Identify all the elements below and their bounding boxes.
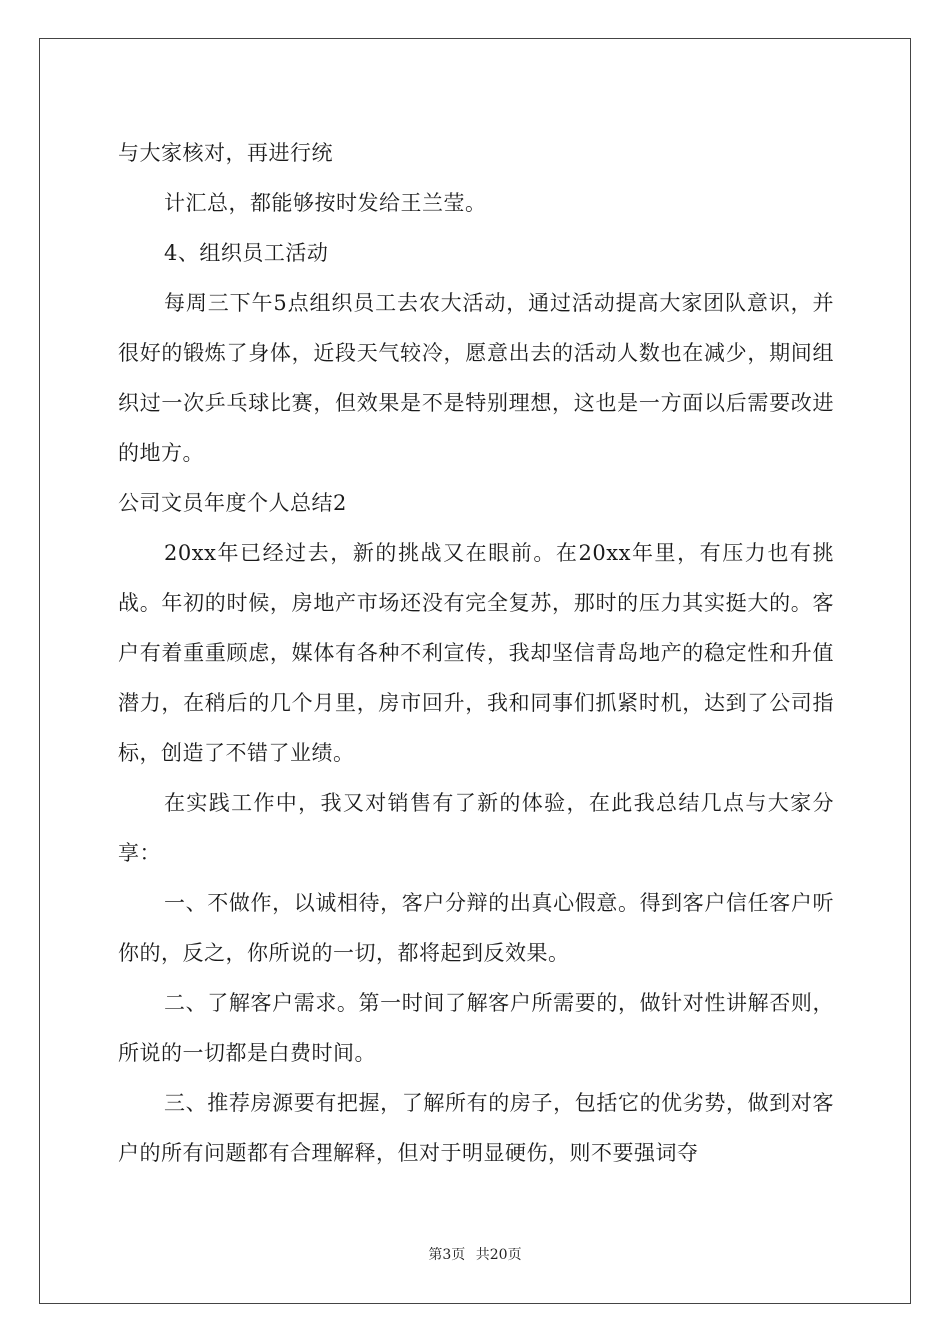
document-body <box>118 128 834 1178</box>
paragraph: 与大家核对，再进行统 <box>118 141 333 165</box>
page-number: 第3页 <box>428 1247 466 1263</box>
paragraph: 20xx年已经过去，新的挑战又在眼前。在20xx年里，有压力也有挑战。年初的时候，房地产市场还没有完全复苏，那时的压力其实挺大的。客户有着重重顾虑，媒体有各种不利宣传，我却坚信青岛地产的稳定性和升值潜力，在稍后的几个月里，房市回升，我和同事们抓紧时机，达到了公司指标，创造了不错了业绩。 <box>118 541 834 765</box>
paragraph: 每周三下午5点组织员工去农大活动，通过活动提高大家团队意识，并很好的锻炼了身体，近段天气较冷，愿意出去的活动人数也在减少，期间组织过一次乒乓球比赛，但效果是不是特别理想，这也是一方面以后需要改进的地方。 <box>118 291 834 465</box>
paragraph: 在实践工作中，我又对销售有了新的体验，在此我总结几点与大家分享： <box>118 791 834 865</box>
section-heading: 4、组织员工活动 <box>164 241 329 265</box>
paragraph: 二、了解客户需求。第一时间了解客户所需要的，做针对性讲解否则，所说的一切都是白费时间。 <box>118 991 834 1065</box>
page-total: 共20页 <box>475 1247 522 1263</box>
paragraph: 一、不做作，以诚相待，客户分辩的出真心假意。得到客户信任客户听你的，反之，你所说的一切，都将起到反效果。 <box>118 891 834 965</box>
page-footer <box>0 1244 950 1264</box>
paragraph: 三、推荐房源要有把握，了解所有的房子，包括它的优劣势，做到对客户的所有问题都有合理解释，但对于明显硬伤，则不要强词夺 <box>118 1091 834 1165</box>
paragraph: 计汇总，都能够按时发给王兰莹。 <box>164 191 487 215</box>
article-title: 公司文员年度个人总结2 <box>118 491 347 515</box>
